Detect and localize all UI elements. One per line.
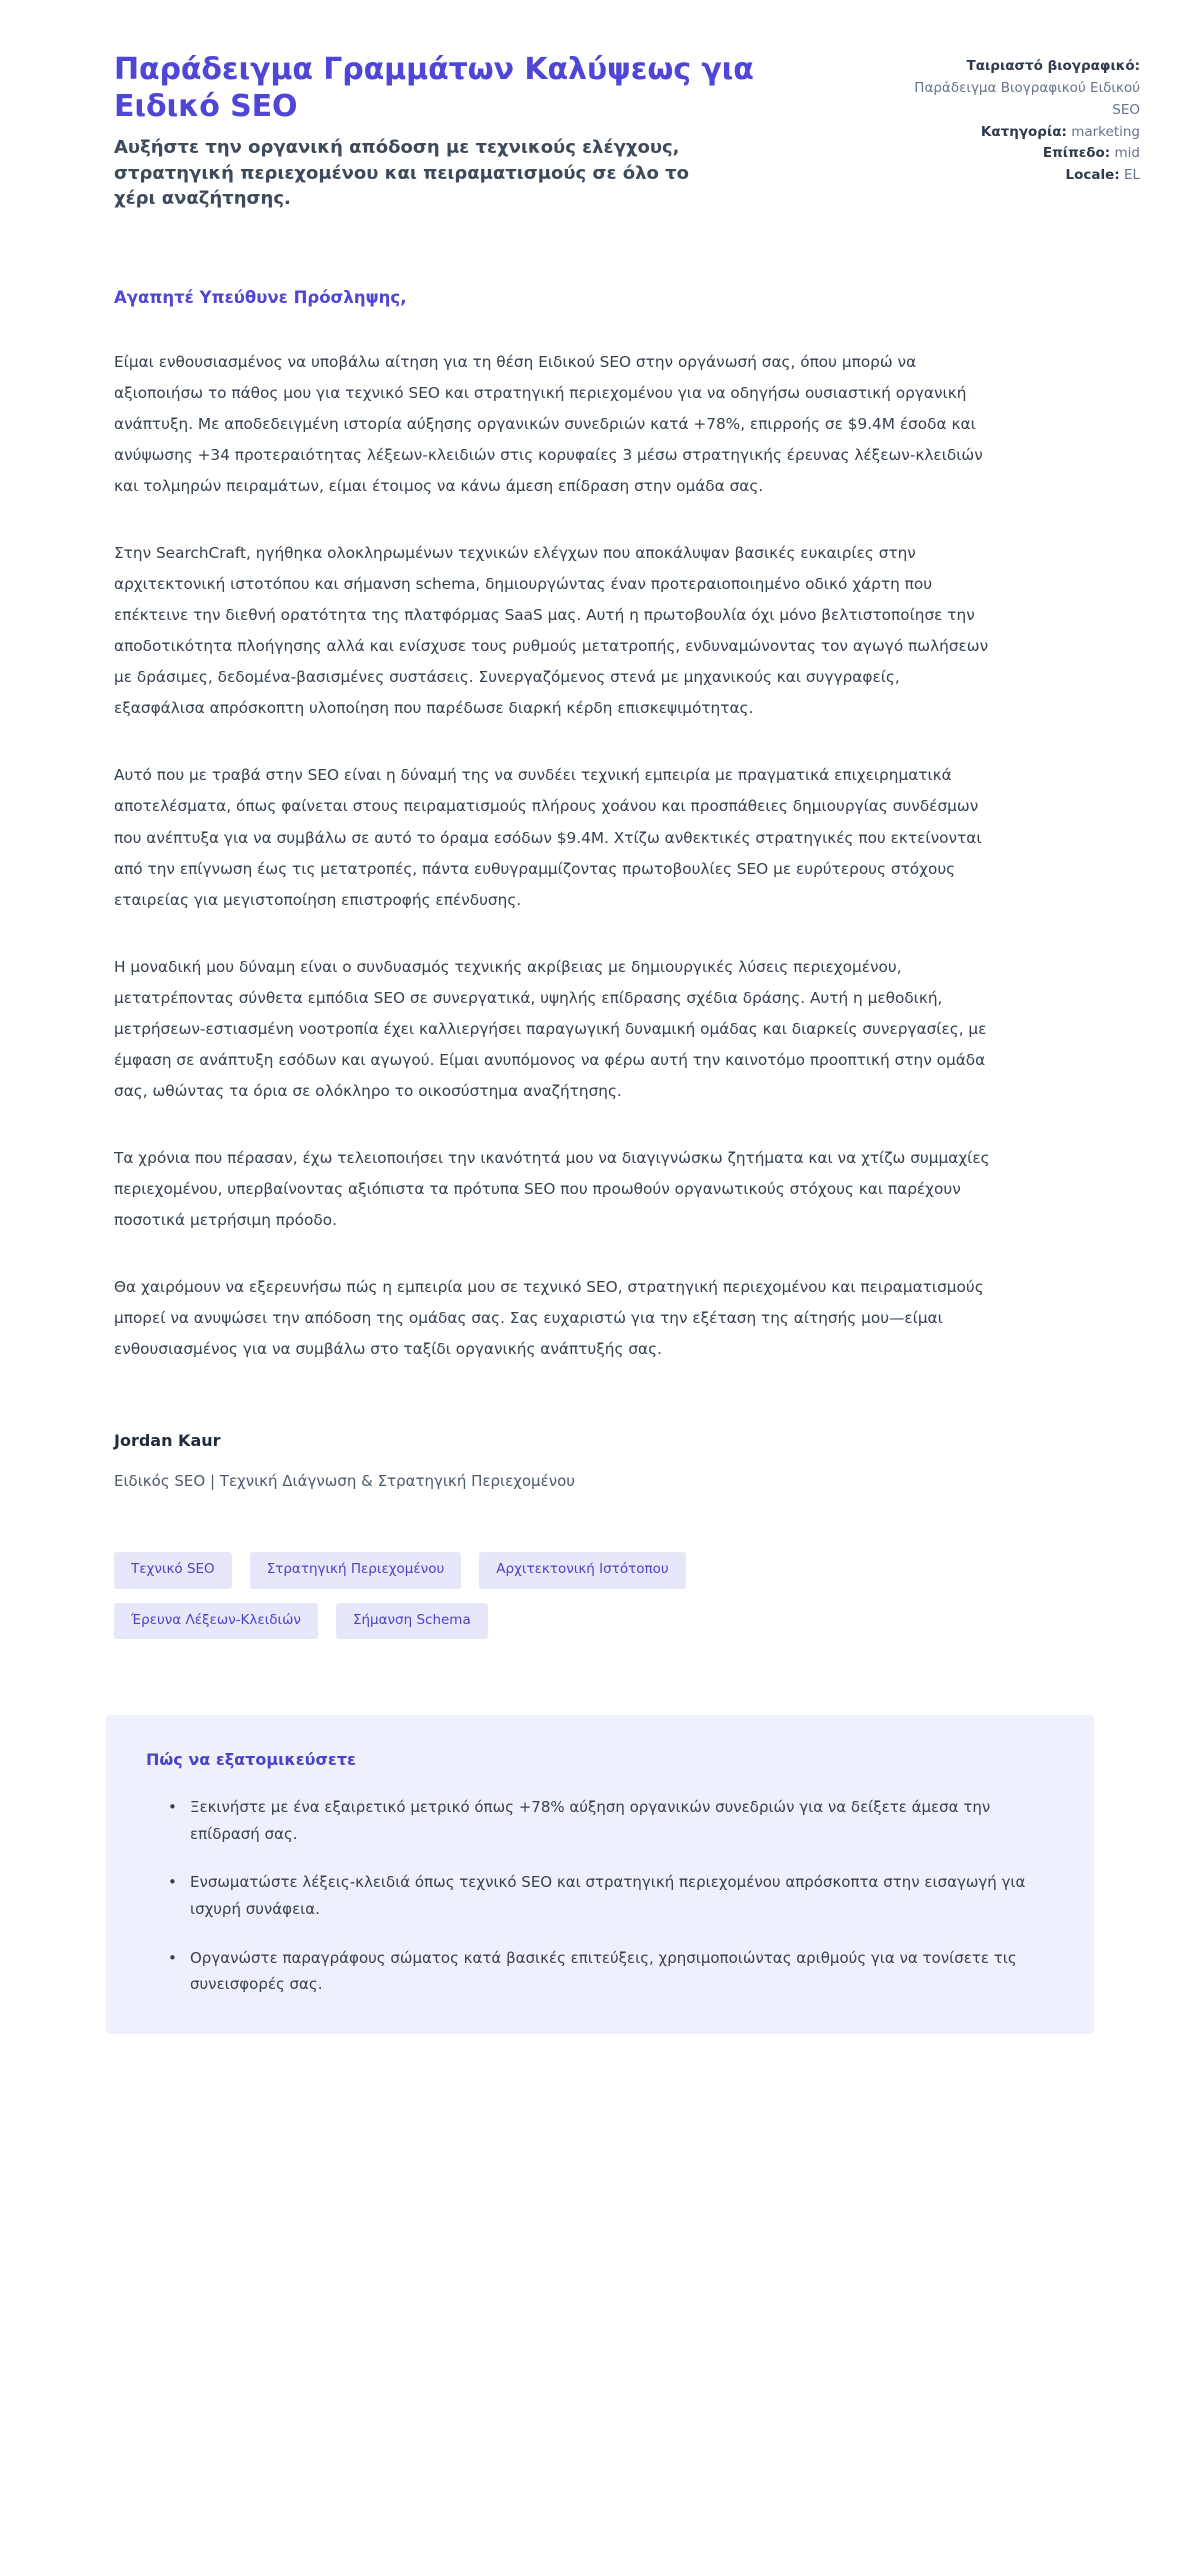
list-item xyxy=(168,1794,1054,1847)
letter-body xyxy=(0,286,1200,1365)
meta-matching-resume-label: Ταιριαστό βιογραφικό: xyxy=(966,58,1140,74)
letter-signature xyxy=(0,1431,1200,1492)
bullet-icon: • xyxy=(168,1948,177,1967)
list-item-text: Οργανώστε παραγράφους σώματος κατά βασικές επιτεύξεις, χρησιμοποιώντας αριθμούς για να τονίσετε τις συνεισφορές σας. xyxy=(190,1948,1017,1994)
letter-paragraph: Είμαι ενθουσιασμένος να υποβάλω αίτηση για τη θέση Ειδικού SEO στην οργάνωσή σας, όπου μπορώ να αξιοποιήσω το πάθος μου για τεχνικό SEO και στρατηγική περιεχομένου για να οδηγήσω ουσιαστική οργανική ανάπτυξη. Με αποδεδειγμένη ιστορία αύξησης οργανικών συνεδριών κατά +78%, επιρροής σε $9.4M έσοδα και ανύψωσης +34 προτεραιότητας λέξεων-κλειδιών στις κορυφαίες 3 μέσω στρατηγικής έρευνας λέξεων-κλειδιών και τολμηρών πειραμάτων, είμαι έτοιμος να κάνω άμεση επίδραση στην ομάδα σας. xyxy=(114,352,983,496)
list-item-text: Ξεκινήστε με ένα εξαιρετικό μετρικό όπως +78% αύξηση οργανικών συνεδριών για να δείξετε άμεσα την επίδρασή σας. xyxy=(190,1797,991,1843)
page-title: Παράδειγμα Γραμμάτων Καλύψεως για Ειδικό SEO xyxy=(114,52,754,124)
meta-level xyxy=(910,143,1140,165)
tag-chip[interactable]: Τεχνικό SEO xyxy=(114,1552,232,1589)
callout-list xyxy=(146,1794,1054,1998)
letter-paragraph: Θα χαιρόμουν να εξερευνήσω πώς η εμπειρία μου σε τεχνικό SEO, στρατηγική περιεχομένου και πειραματισμούς μπορεί να ανυψώσει την απόδοση της ομάδας σας. Σας ευχαριστώ για την εξέταση της αίτησής μου—είμαι ενθουσιασμένος για να συμβάλω στο ταξίδι οργανικής ανάπτυξής σας. xyxy=(114,1278,984,1359)
list-item xyxy=(168,1869,1054,1922)
tag-chip[interactable]: Στρατηγική Περιεχομένου xyxy=(250,1552,462,1589)
signature-role: Ειδικός SEO | Τεχνική Διάγνωση & Στρατηγική Περιεχομένου xyxy=(114,1471,575,1490)
meta-level-value: mid xyxy=(1114,145,1140,162)
signature-name: Jordan Kaur xyxy=(114,1431,221,1451)
meta-matching-resume-value: Παράδειγμα Βιογραφικού Ειδικού SEO xyxy=(914,79,1140,118)
callout-title: Πώς να εξατομικεύσετε xyxy=(146,1750,356,1770)
header-metadata xyxy=(910,52,1140,187)
meta-matching-resume xyxy=(910,56,1140,122)
meta-category-value: marketing xyxy=(1071,123,1140,140)
letter-paragraph: Στην SearchCraft, ηγήθηκα ολοκληρωμένων τεχνικών ελέγχων που αποκάλυψαν βασικές ευκαιρίες στην αρχιτεκτονική ιστοτόπου και σήμανση schema, δημιουργώντας έναν προτεραιοποιημένο οδικό χάρτη που επέκτεινε την διεθνή ορατότητα της πλατφόρμας SaaS μας. Αυτή η πρωτοβουλία όχι μόνο βελτιστοποίησε την αποδοτικότητα πλοήγησης αλλά και ενίσχυσε τους ρυθμούς μετατροπής, ενδυναμώνοντας τον αγωγό πωλήσεων με δράσιμες, δεδομένα-βασισμένες συστάσεις. Συνεργαζόμενος στενά με μηχανικούς και συγγραφείς, εξασφάλισα απρόσκοπτη υλοποίηση που παρέδωσε διαρκή κέρδη επισκεψιμότητας. xyxy=(114,544,989,718)
meta-locale-value: EL xyxy=(1123,167,1140,184)
meta-category xyxy=(910,122,1140,144)
tag-chip[interactable]: Σήμανση Schema xyxy=(336,1603,488,1640)
list-item-text: Ενσωματώστε λέξεις-κλειδιά όπως τεχνικό SEO και στρατηγική περιεχομένου απρόσκοπτα στην εισαγωγή για ισχυρή συνάφεια. xyxy=(190,1873,1026,1918)
bullet-icon: • xyxy=(168,1797,177,1816)
letter-salutation: Αγαπητέ Υπεύθυνε Πρόσληψης, xyxy=(114,287,407,307)
letter-paragraph: Τα χρόνια που πέρασαν, έχω τελειοποιήσει την ικανότητά μου να διαγιγνώσκω ζητήματα και να χτίζω συμμαχίες περιεχομένου, υπερβαίνοντας αξιόπιστα τα πρότυπα SEO που προωθούν οργανωτικούς στόχους και παρέχουν ποσοτικά μετρήσιμη πρόοδο. xyxy=(114,1148,990,1229)
page-subtitle: Αυξήστε την οργανική απόδοση με τεχνικούς ελέγχους, στρατηγική περιεχομένου και πειραματισμούς σε όλο το χέρι αναζήτησης. xyxy=(114,137,690,210)
callout-wrapper xyxy=(0,1715,1200,2104)
meta-level-label: Επίπεδο: xyxy=(1042,145,1111,162)
header-title-block xyxy=(114,52,794,212)
tag-chip[interactable]: Έρευνα Λέξεων-Κλειδιών xyxy=(114,1603,318,1640)
meta-category-label: Κατηγορία: xyxy=(980,123,1067,140)
letter-paragraph: Αυτό που με τραβά στην SEO είναι η δύναμή της να συνδέει τεχνική εμπειρία με πραγματικά επιχειρηματικά αποτελέσματα, όπως φαίνεται στους πειραματισμούς πλήρους χοάνου και προσπάθειες δημιουργίας συνδέσμων που ανέπτυξα για να συμβάλω σε αυτό το όραμα εσόδων $9.4M. Χτίζω ανθεκτικές στρατηγικές που εκτείνονται από την επίγνωση έως τις μετατροπές, πάντα ευθυγραμμίζοντας πρωτοβουλίες SEO με ευρύτερους στόχους εταιρείας για μεγιστοποίηση επιστροφής επένδυσης. xyxy=(114,766,982,909)
page-header xyxy=(0,0,1200,212)
tag-chip[interactable]: Αρχιτεκτονική Ιστότοπου xyxy=(479,1552,685,1589)
list-item xyxy=(168,1945,1054,1998)
personalization-callout xyxy=(106,1715,1094,2034)
letter-paragraph: Η μοναδική μου δύναμη είναι ο συνδυασμός τεχνικής ακρίβειας με δημιουργικές λύσεις περιεχομένου, μετατρέποντας σύνθετα εμπόδια SEO σε συνεργατικά, υψηλής επίδρασης σχέδια δράσης. Αυτή η μεθοδική, μετρήσεων-εστιασμένη νοοτροπία έχει καλλιεργήσει παραγωγική δυναμική ομάδας και διαρκείς συνεργασίες, με έμφαση σε ανάπτυξη εσόδων και αγωγού. Είμαι ανυπόμονος να φέρω αυτή την καινοτόμο προοπτική στην ομάδα σας, ωθώντας τα όρια σε ολόκληρο το οικοσύστημα αναζήτησης. xyxy=(114,957,987,1100)
bullet-icon: • xyxy=(168,1873,177,1892)
tag-list xyxy=(0,1552,1000,1639)
meta-locale-label: Locale: xyxy=(1065,167,1120,184)
meta-locale xyxy=(910,165,1140,187)
